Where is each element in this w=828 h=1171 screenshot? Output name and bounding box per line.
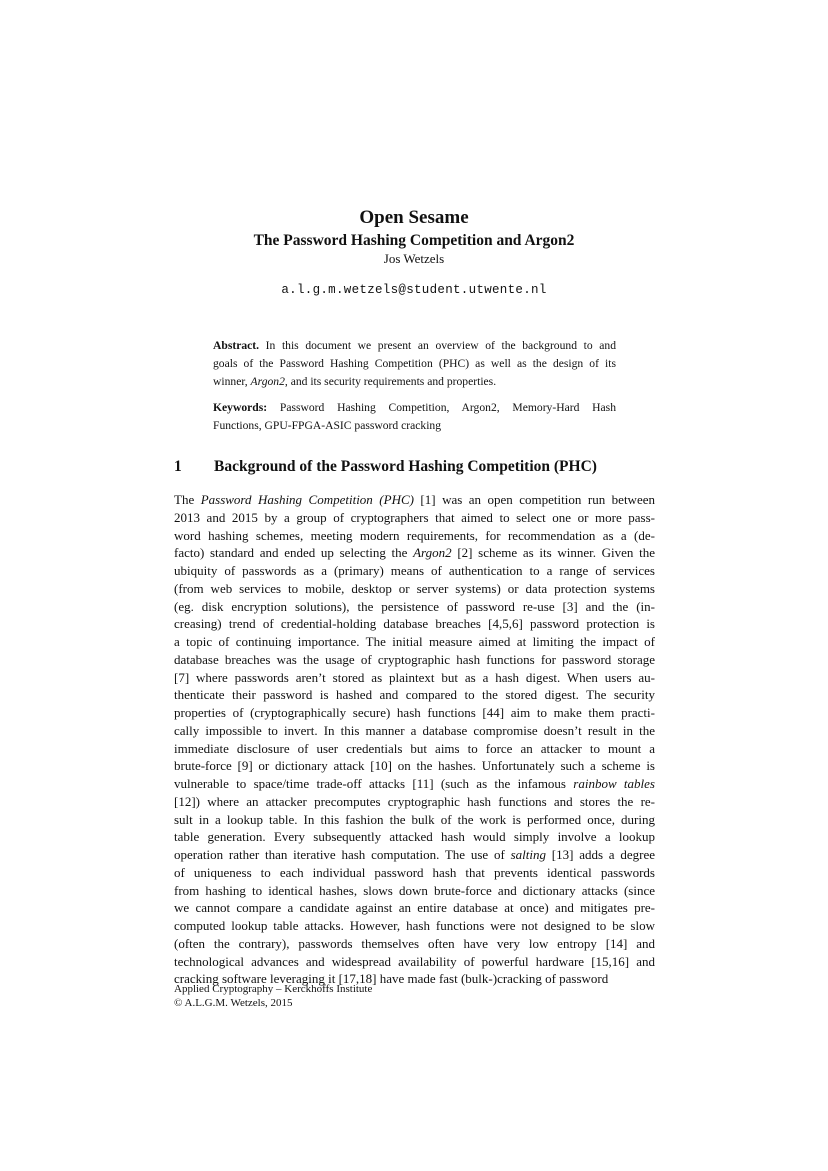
body-line: [12]) where an attacker precomputes cryptographic hash functions and stores the re- [174, 793, 655, 809]
body-line: cracking software leveraging it [17,18] have made fast (bulk-)cracking of password [174, 971, 609, 987]
abstract-line: goals of the Password Hashing Competition (PHC) as well as the design of its [213, 356, 616, 370]
abstract-text: In this document we present an overview of the background to and [265, 339, 616, 352]
body-line: of uniqueness to each individual password hash that prevents identical passwords [174, 864, 655, 880]
body-line: immediate disclosure of user credentials but aims to force an attacker to mount a [174, 740, 655, 756]
keywords-label: Keywords: [213, 401, 268, 414]
body-line: we cannot compare a candidate against an entire database at once) and mitigates pre- [174, 900, 655, 916]
abstract-line [213, 337, 616, 355]
body-line: a topic of continuing importance. The initial measure aimed at limiting the impact of [174, 634, 655, 649]
body-line: database breaches was the usage of cryptographic hash functions for password storage [174, 651, 655, 667]
body-line: properties of (cryptographically secure) hash functions [44] aim to make them practi- [174, 705, 655, 720]
body-line: technological advances and widespread availability of powerful hardware [15,16] and [174, 953, 655, 969]
body-line: The Password Hashing Competition (PHC) [1] was an open competition run between [174, 492, 655, 507]
body-line: (from web services to mobile, desktop or server systems) or data protection systems [174, 580, 655, 596]
body-line: 2013 and 2015 by a group of cryptographers that aimed to select one or more pass- [174, 509, 655, 525]
body-line: (eg. disk encryption solutions), the persistence of password re-use [3] and the (in- [174, 598, 655, 614]
section-title: Background of the Password Hashing Competition (PHC) [214, 458, 597, 475]
body-line: vulnerable to space/time trade-off attacks [11] (such as the infamous rainbow tables [174, 776, 655, 791]
author-email: a.l.g.m.wetzels@student.utwente.nl [281, 283, 547, 297]
paper-subtitle: The Password Hashing Competition and Argon2 [253, 232, 575, 249]
keywords [213, 399, 616, 435]
body-line: [7] where passwords aren’t stored as plaintext but as a hash digest. When users au- [174, 669, 655, 685]
body-line: operation rather than iterative hash computation. The use of salting [13] adds a degree [174, 847, 655, 862]
body-line: ubiquity of passwords as a (primary) means of authentication to a range of services [174, 563, 655, 578]
abstract-text: winner, Argon2, and its security requirements and properties. [213, 374, 497, 388]
keywords-line [213, 399, 616, 417]
body-line: cally impossible to invert. In this manner a database compromise doesn’t result in the [174, 722, 655, 738]
section-number: 1 [174, 458, 182, 475]
body-line: creasing) trend of credential-holding database breaches [4,5,6] password protection is [174, 616, 655, 632]
body-text [174, 491, 655, 988]
abstract-line [213, 373, 616, 391]
author-name: Jos Wetzels [383, 251, 445, 266]
body-line: word hashing schemes, meeting modern requirements, for recommendation as a (de- [174, 527, 655, 543]
body-line: brute-force [9] or dictionary attack [10] on the hashes. Unfortunately such a scheme is [174, 758, 655, 774]
footer-venue: Applied Cryptography – Kerckhoffs Institute [174, 983, 373, 995]
body-line: thenticate their password is hashed and compared to the stored digest. The security [174, 687, 655, 703]
body-line: from hashing to identical hashes, slows down brute-force and dictionary attacks (since [174, 882, 655, 898]
paper-title: Open Sesame [359, 207, 469, 228]
body-line: table generation. Every subsequently attacked hash would simply involve a lookup [174, 829, 655, 845]
body-line: (often the contrary), passwords themselves often have very low entropy [14] and [174, 935, 655, 951]
keywords-line: Functions, GPU-FPGA-ASIC password cracking [213, 418, 442, 432]
abstract-label: Abstract. [213, 339, 260, 352]
abstract [213, 337, 616, 390]
body-line: sult in a lookup table. In this fashion the bulk of the work is performed once, during [174, 811, 655, 827]
body-line: facto) standard and ended up selecting the Argon2 [2] scheme as its winner. Given the [174, 545, 655, 561]
footer-copyright: © A.L.G.M. Wetzels, 2015 [174, 997, 293, 1009]
keywords-text: Password Hashing Competition, Argon2, Memory-Hard Hash [279, 401, 616, 414]
body-line: computed lookup table attacks. However, hash functions were not designed to be slow [174, 918, 655, 933]
section-heading [174, 457, 674, 477]
footer [174, 982, 372, 1010]
